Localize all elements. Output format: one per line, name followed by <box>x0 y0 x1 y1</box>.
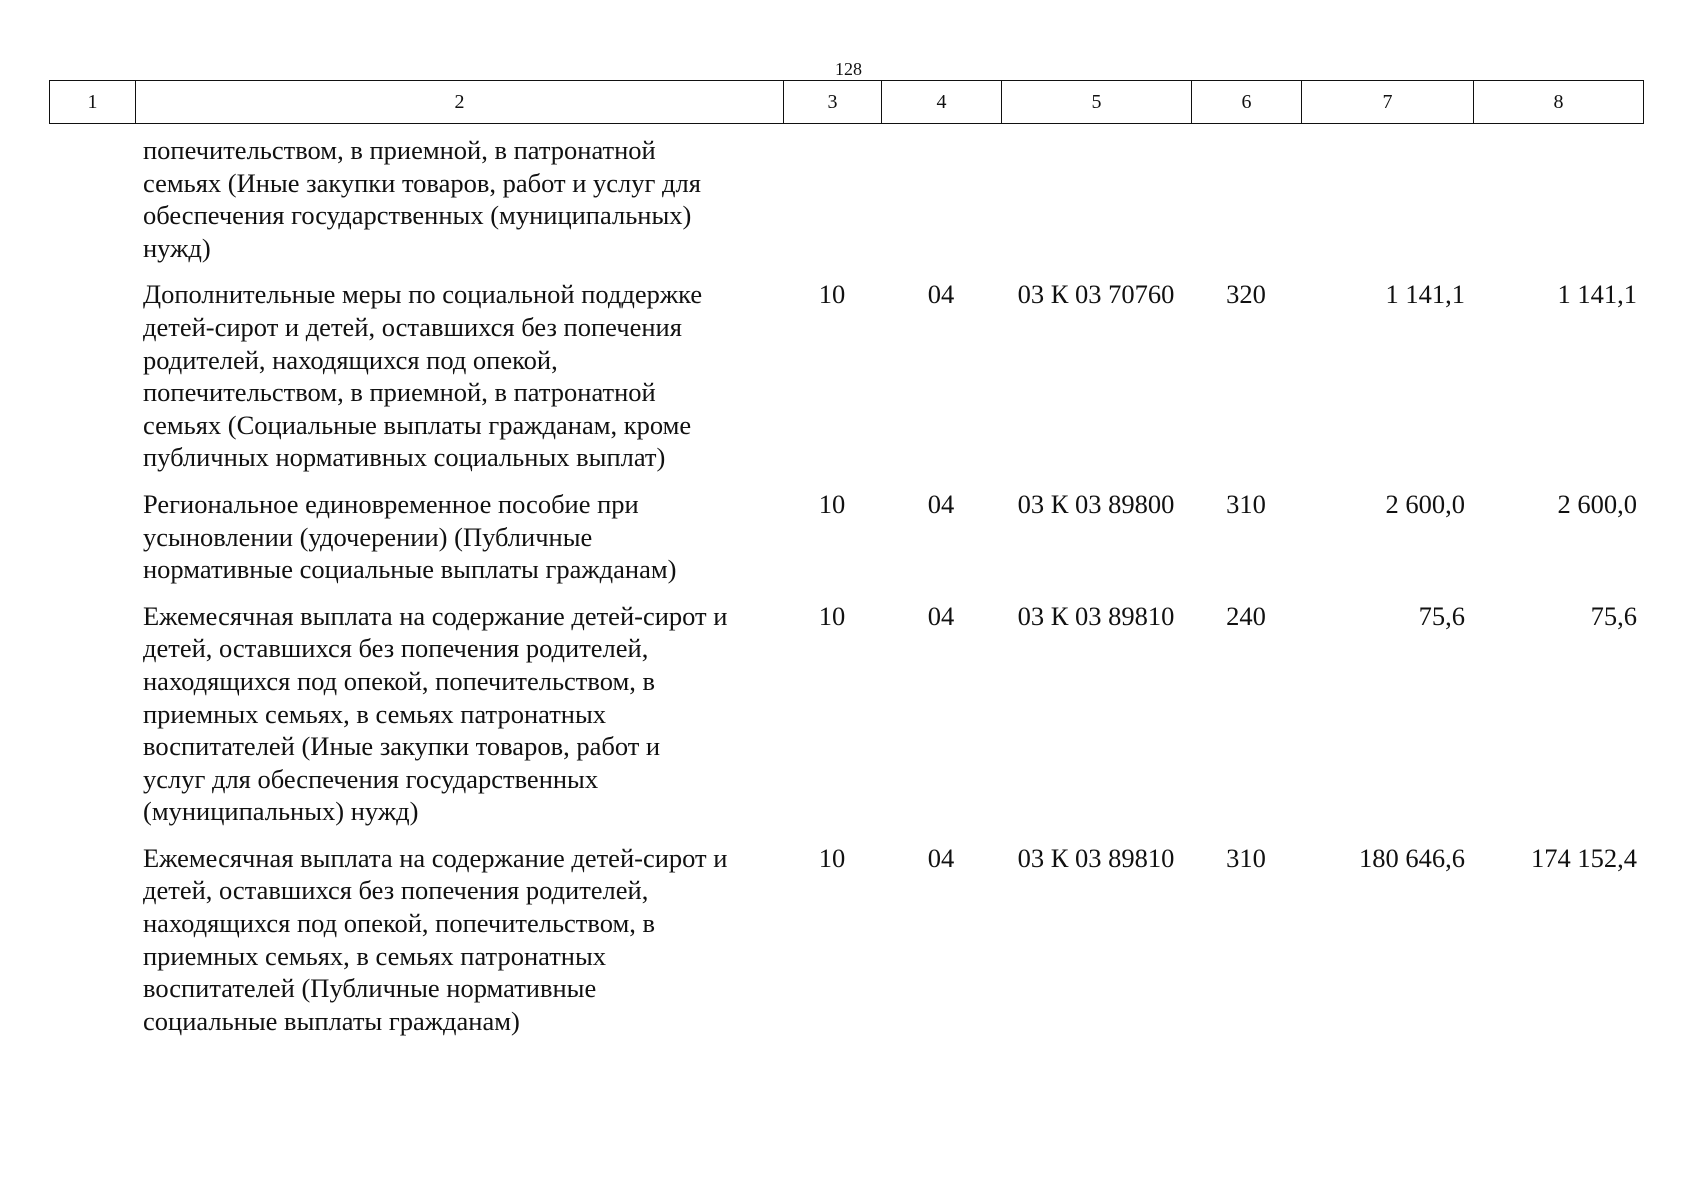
row-name-line: нормативные социальные выплаты гражданам) <box>143 554 677 585</box>
amount-2-cell: 75,6 <box>1590 600 1637 631</box>
row-name-line: (муниципальных) нужд) <box>143 796 419 827</box>
column-header-7: 7 <box>1302 81 1474 124</box>
row-name-line: воспитателей (Иные закупки товаров, работ и <box>143 731 661 762</box>
section-cell: 10 <box>818 279 846 310</box>
row-number-cell <box>49 278 135 474</box>
row-name-cell <box>135 842 783 1038</box>
amount-1-cell <box>1301 134 1473 264</box>
row-name-line: обеспечения государственных (муниципальных) <box>143 200 692 231</box>
table-row <box>49 488 1643 586</box>
row-name-line: попечительством, в приемной, в патронатной <box>143 377 656 408</box>
subsection-cell: 04 <box>927 279 955 310</box>
row-number-cell <box>49 600 135 828</box>
row-name-line: находящихся под опекой, попечительством, в <box>143 665 656 696</box>
amount-1-cell: 1 141,1 <box>1385 279 1465 310</box>
row-name-line: попечительством, в приемной, в патронатной <box>143 135 656 165</box>
table-row <box>49 842 1643 1038</box>
page-number: 128 <box>835 59 862 79</box>
row-name-line: находящихся под опекой, попечительством, в <box>143 908 656 939</box>
expense-type-cell: 320 <box>1226 279 1266 310</box>
row-name-cell <box>135 488 783 586</box>
column-header-1: 1 <box>50 81 136 124</box>
column-header-table <box>49 80 1644 124</box>
target-article-cell: 03 К 03 89810 <box>1017 600 1175 631</box>
amount-2-cell: 174 152,4 <box>1531 842 1637 873</box>
subsection-cell: 04 <box>927 842 955 873</box>
table-body <box>49 134 1643 1051</box>
target-article-cell: 03 К 03 89810 <box>1017 842 1175 873</box>
column-header-6: 6 <box>1192 81 1302 124</box>
row-name-line: родителей, находящихся под опекой, <box>143 344 558 375</box>
row-name-cell <box>135 134 783 264</box>
row-name-line: детей, оставшихся без попечения родителей, <box>143 633 649 664</box>
column-header-3: 3 <box>784 81 882 124</box>
subsection-cell: 04 <box>927 488 955 519</box>
column-header-5: 5 <box>1002 81 1192 124</box>
expense-type-cell: 310 <box>1226 842 1266 873</box>
column-header-4: 4 <box>882 81 1002 124</box>
table-row <box>49 278 1643 474</box>
target-article-cell: 03 К 03 89800 <box>1017 488 1175 519</box>
row-name-line: приемных семьях, в семьях патронатных <box>143 698 607 729</box>
row-name-line: Региональное единовременное пособие при <box>143 488 639 519</box>
amount-2-cell <box>1473 134 1645 264</box>
amount-2-cell: 2 600,0 <box>1557 488 1637 519</box>
amount-1-cell: 2 600,0 <box>1385 488 1465 519</box>
row-name-line: воспитателей (Публичные нормативные <box>143 973 597 1004</box>
amount-1-cell: 75,6 <box>1418 600 1465 631</box>
row-name-line: публичных нормативных социальных выплат) <box>143 442 666 473</box>
column-header-8: 8 <box>1474 81 1644 124</box>
row-number-cell <box>49 842 135 1038</box>
section-cell: 10 <box>818 842 846 873</box>
column-header-row <box>50 81 1644 124</box>
row-name-cell <box>135 600 783 828</box>
row-number-cell <box>49 488 135 586</box>
row-name-line: семьях (Иные закупки товаров, работ и услуг для <box>143 167 701 198</box>
row-name-cell <box>135 278 783 474</box>
row-name-line: Ежемесячная выплата на содержание детей-сирот и <box>143 842 728 873</box>
table-row <box>49 600 1643 828</box>
target-article-cell: 03 К 03 70760 <box>1017 279 1175 310</box>
row-name-line: усыновлении (удочерении) (Публичные <box>143 521 593 552</box>
column-header-2: 2 <box>136 81 784 124</box>
row-name-line: семьях (Социальные выплаты гражданам, кроме <box>143 409 692 440</box>
section-cell: 10 <box>818 600 846 631</box>
row-name-line: Дополнительные меры по социальной поддержке <box>143 279 703 310</box>
expense-type-cell <box>1191 134 1301 264</box>
expense-type-cell: 240 <box>1226 600 1266 631</box>
subsection-cell: 04 <box>927 600 955 631</box>
amount-2-cell: 1 141,1 <box>1557 279 1637 310</box>
row-name-line: услуг для обеспечения государственных <box>143 763 599 794</box>
section-cell: 10 <box>818 488 846 519</box>
row-name-line: детей, оставшихся без попечения родителей, <box>143 875 649 906</box>
amount-1-cell: 180 646,6 <box>1359 842 1465 873</box>
row-name-line: социальные выплаты гражданам) <box>143 1005 520 1036</box>
row-name-line: нужд) <box>143 232 211 263</box>
section-cell <box>783 134 881 264</box>
row-number-cell <box>49 134 135 264</box>
row-name-line: приемных семьях, в семьях патронатных <box>143 940 607 971</box>
row-name-line: Ежемесячная выплата на содержание детей-сирот и <box>143 600 728 631</box>
row-name-line: детей-сирот и детей, оставшихся без попечения <box>143 311 682 342</box>
expense-type-cell: 310 <box>1226 488 1266 519</box>
table-row <box>49 134 1643 264</box>
subsection-cell <box>881 134 1001 264</box>
target-article-cell <box>1001 134 1191 264</box>
